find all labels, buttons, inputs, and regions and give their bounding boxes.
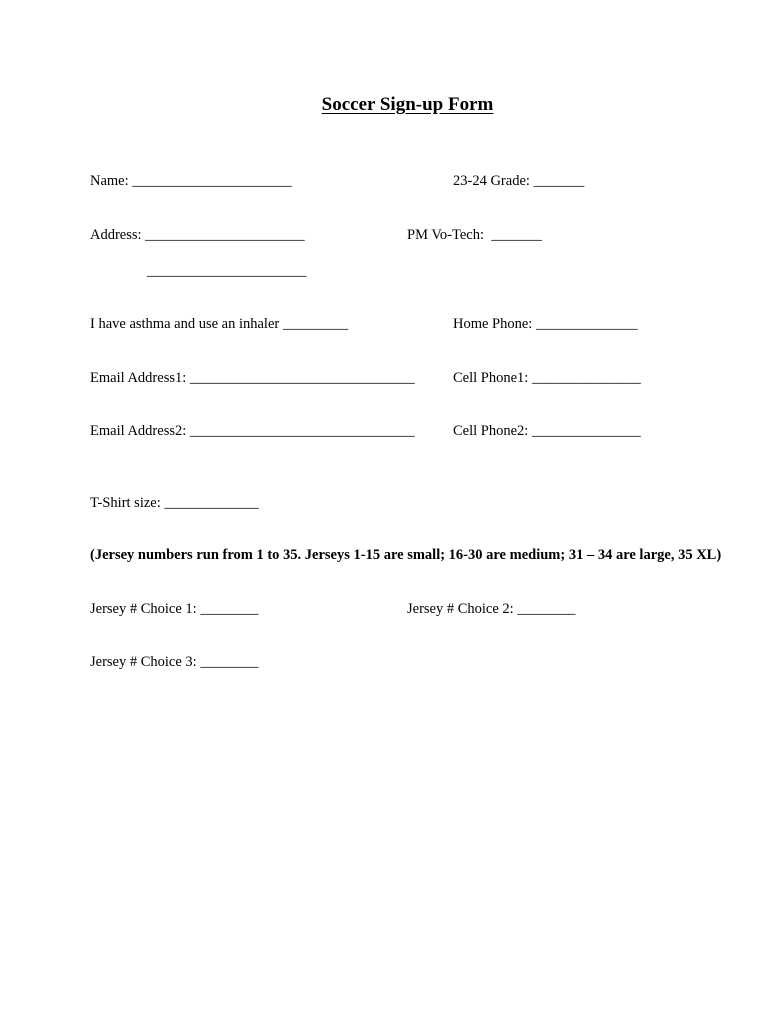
- cell-phone1-field[interactable]: Cell Phone1: _______________: [453, 370, 641, 386]
- form-title: Soccer Sign-up Form: [321, 94, 494, 115]
- address-field[interactable]: Address: ______________________: [90, 227, 305, 243]
- tshirt-size-field[interactable]: T-Shirt size: _____________: [90, 495, 259, 511]
- name-field[interactable]: Name: ______________________: [90, 173, 292, 189]
- home-phone-field[interactable]: Home Phone: ______________: [453, 316, 638, 332]
- jersey-numbers-note: (Jersey numbers run from 1 to 35. Jerseys 1-15 are small; 16-30 are medium; 31 – 34 are large, 35 XL): [90, 547, 722, 563]
- email-address2-field[interactable]: Email Address2: _______________________________: [90, 423, 415, 439]
- address-line2-field[interactable]: ______________________: [147, 263, 307, 279]
- jersey-choice3-field[interactable]: Jersey # Choice 3: ________: [90, 654, 259, 670]
- email-address1-field[interactable]: Email Address1: _______________________________: [90, 370, 415, 386]
- jersey-choice2-field[interactable]: Jersey # Choice 2: ________: [407, 601, 576, 617]
- pm-votech-field[interactable]: PM Vo-Tech: _______: [407, 227, 542, 243]
- jersey-choice1-field[interactable]: Jersey # Choice 1: ________: [90, 601, 259, 617]
- grade-field[interactable]: 23-24 Grade: _______: [453, 173, 585, 189]
- asthma-inhaler-field[interactable]: I have asthma and use an inhaler _________: [90, 316, 349, 332]
- cell-phone2-field[interactable]: Cell Phone2: _______________: [453, 423, 641, 439]
